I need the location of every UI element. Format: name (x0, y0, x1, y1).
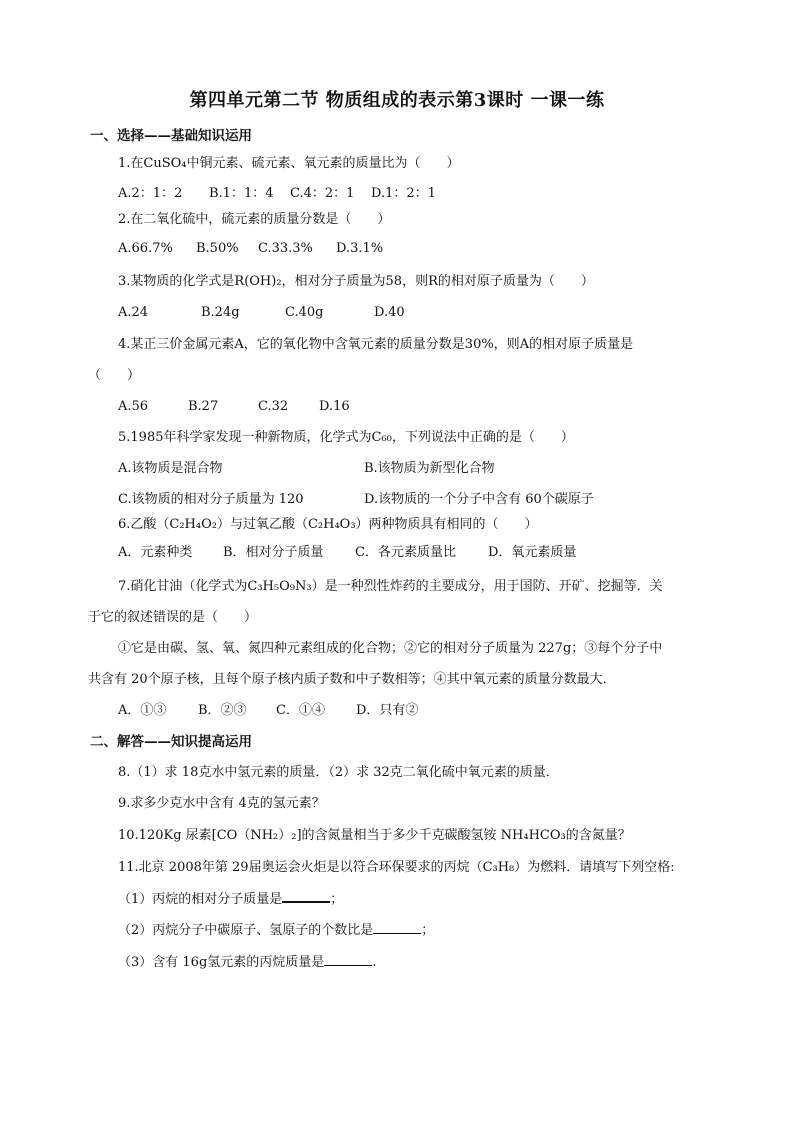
option-a: A．元素种类 (118, 545, 193, 560)
question-6-stem: 6.乙酸（C₂H₄O₂）与过氧乙酸（C₂H₄O₃）两种物质具有相同的（ ） (118, 517, 538, 532)
option-d: D．氧元素质量 (488, 545, 577, 560)
question-5-options-row2 (118, 491, 594, 509)
option-d: D.3.1% (336, 241, 384, 256)
question-11-sub3 (118, 954, 376, 972)
option-a: A．①③ (118, 703, 167, 718)
section-heading-answer: 二、解答——知识提高运用 (90, 734, 252, 750)
option-a: A.56 (118, 399, 149, 414)
question-7-stem-line2: 于它的叙述错误的是（ ） (88, 610, 258, 625)
question-9: 9.求多少克水中含有 4克的氢元素？ (118, 796, 325, 811)
question-3-stem: 3.某物质的化学式是R(OH)₂，相对分子质量为58，则R的相对原子质量为（ ） (118, 274, 594, 289)
sub2-end: ； (421, 923, 435, 938)
sub3-end: . (372, 955, 377, 970)
page-title: 第四单元第二节 物质组成的表示第3课时 一课一练 (189, 90, 605, 111)
question-4-stem-line1: 4.某正三价金属元素A，它的氧化物中含氧元素的质量分数是30%，则A的相对原子质量是 (118, 337, 634, 352)
option-b: B.1：1：4 (209, 186, 274, 201)
question-1-stem: 1.在CuSO₄中铜元素、硫元素、氧元素的质量比为（ ） (118, 156, 460, 171)
question-2-options (118, 240, 383, 258)
option-b: B.27 (188, 399, 219, 414)
sub1-end: ； (330, 892, 344, 907)
question-4-stem-line2: （ ） (88, 368, 141, 383)
question-7-body-line1: ①它是由碳、氢、氧、氮四种元素组成的化合物；②它的相对分子质量为 227g；③每个分子中 (118, 641, 663, 656)
sub3-text: （3）含有 16g氢元素的丙烷质量是 (118, 955, 325, 970)
option-d: D.该物质的一个分子中含有 60个碳原子 (364, 492, 594, 507)
question-2-stem: 2.在二氧化硫中，硫元素的质量分数是（ ） (118, 212, 391, 227)
question-11-sub1 (118, 891, 343, 909)
option-a: A.2：1：2 (118, 186, 183, 201)
option-b: B．相对分子质量 (223, 545, 324, 560)
option-d: D.1：2：1 (371, 186, 436, 201)
option-b: B．②③ (198, 703, 247, 718)
option-a: A.24 (118, 305, 149, 320)
question-8: 8.（1）求 18克水中氢元素的质量．（2）求 32克二氧化硫中氧元素的质量． (118, 765, 559, 780)
option-c: C.该物质的相对分子质量为 120 (118, 492, 304, 507)
option-b: B.该物质为新型化合物 (364, 461, 495, 476)
option-c: C.40g (285, 305, 324, 320)
option-c: C.32 (258, 399, 289, 414)
question-6-options (118, 544, 576, 562)
sub2-text: （2）丙烷分子中碳原子、氢原子的个数比是 (118, 923, 374, 938)
option-d: D.40 (374, 305, 405, 320)
question-5-options-row1 (118, 460, 495, 478)
option-b: B.50% (196, 241, 239, 256)
section-heading-choice: 一、选择——基础知识运用 (90, 128, 252, 144)
option-a: A.66.7% (118, 241, 173, 256)
answer-blank-3[interactable] (324, 965, 372, 966)
option-c: C．各元素质量比 (355, 545, 456, 560)
sub1-text: （1）丙烷的相对分子质量是 (118, 892, 283, 907)
question-11-stem: 11.北京 2008年第 29届奥运会火炬是以符合环保要求的丙烷（C₃H₈）为燃料．请填写下列空格: (118, 860, 675, 875)
question-11-sub2 (118, 922, 434, 940)
question-7-stem-line1: 7.硝化甘油（化学式为C₃H₅O₉N₃）是一种烈性炸药的主要成分，用于国防、开矿、挖掘等．关 (118, 579, 663, 594)
question-1-options (118, 185, 436, 203)
question-7-body-line2: 共含有 20个原子核，且每个原子核内质子数和中子数相等；④其中氧元素的质量分数最大． (88, 672, 616, 687)
option-b: B.24g (201, 305, 240, 320)
option-d: D.16 (319, 399, 350, 414)
option-d: D．只有② (356, 703, 419, 718)
option-c: C.4：2：1 (290, 186, 355, 201)
question-5-stem: 5.1985年科学家发现一种新物质，化学式为C₆₀，下列说法中正确的是（ ） (118, 430, 574, 445)
question-4-options (118, 398, 350, 416)
answer-blank-2[interactable] (373, 933, 421, 934)
option-a: A.该物质是混合物 (118, 461, 223, 476)
question-7-options (118, 702, 418, 720)
option-c: C.33.3% (258, 241, 313, 256)
question-10: 10.120Kg 尿素[CO（NH₂）₂]的含氮量相当于多少千克碳酸氢铵 NH₄HCO₃的含氮量？ (118, 828, 631, 843)
answer-blank-1[interactable] (282, 901, 330, 903)
option-c: C．①④ (276, 703, 325, 718)
question-3-options (118, 304, 405, 322)
